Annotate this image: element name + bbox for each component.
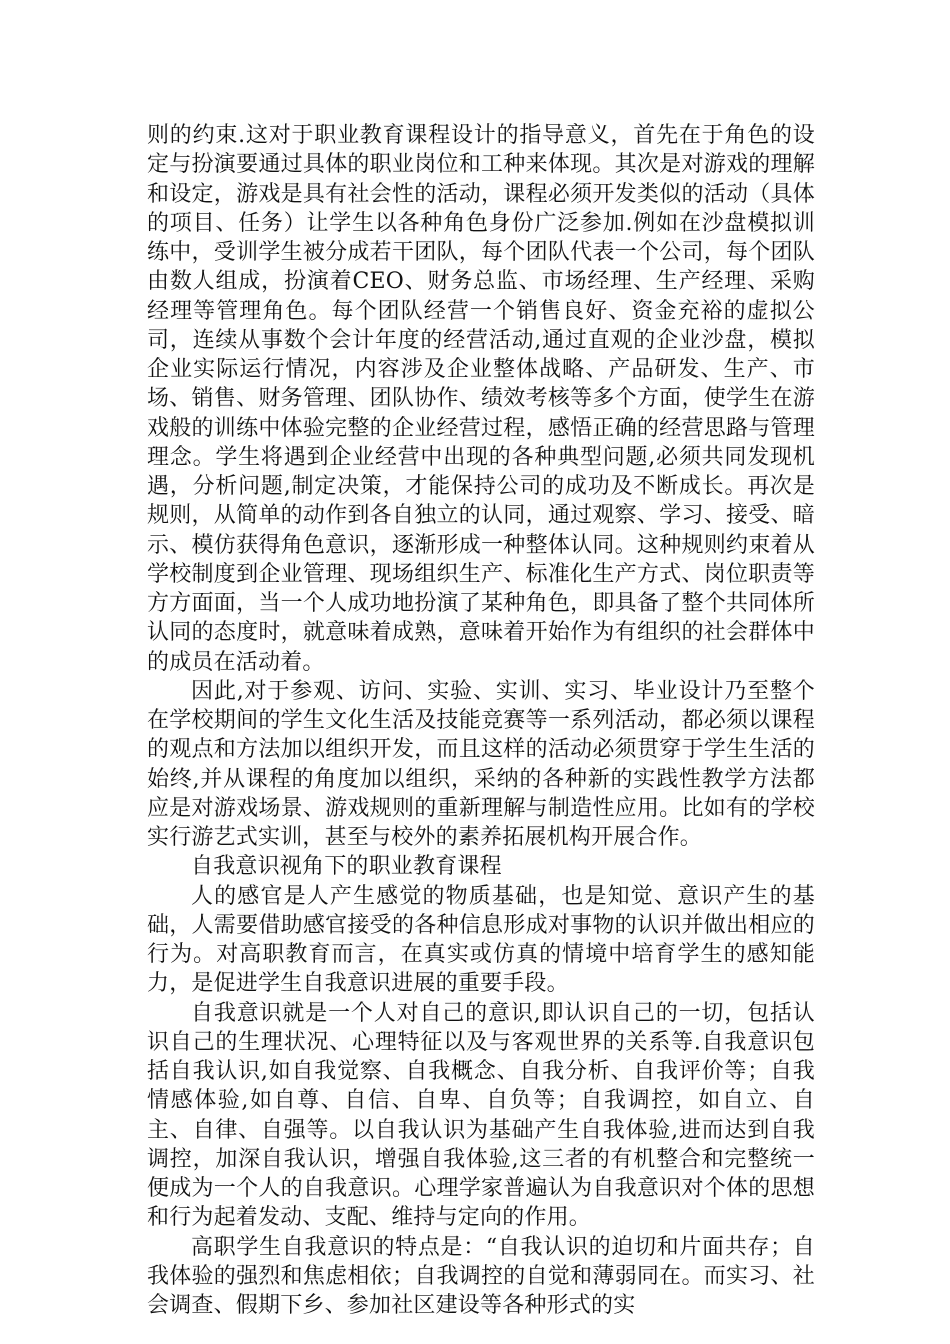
section-heading: 自我意识视角下的职业教育课程 (191, 854, 502, 880)
document-body (147, 121, 815, 1320)
paragraph-activities: 因此,对于参观、访问、实验、实训、实习、毕业设计乃至整个在学校期间的学生文化生活及技能竞赛等一系列活动，都必须以课程的观点和方法加以组织开发，而且这样的活动必须贯穿于学生生活的始终,并从课程的角度加以组织，采纳的各种新的实践性教学方法都应是对游戏场景、游戏规则的重新理解与制造性应用。比如有的学校实行游艺式实训，甚至与校外的素养拓展机构开展合作。 (147, 678, 815, 850)
paragraph-role-play: 则的约束.这对于职业教育课程设计的指导意义，首先在于角色的设定与扮演要通过具体的职业岗位和工种来体现。其次是对游戏的理解和设定，游戏是具有社会性的活动，课程必须开发类似的活动（具体的项目、任务）让学生以各种角色身份广泛参加.例如在沙盘模拟训练中，受训学生被分成若干团队，每个团队代表一个公司，每个团队由数人组成，扮演着CEO、财务总监、市场经理、生产经理、采购经理等管理角色。每个团队经营一个销售良好、资金充裕的虚拟公司，连续从事数个会计年度的经营活动,通过直观的企业沙盘，模拟企业实际运行情况，内容涉及企业整体战略、产品研发、生产、市场、销售、财务管理、团队协作、绩效考核等多个方面，使学生在游戏般的训练中体验完整的企业经营过程，感悟正确的经营思路与管理理念。学生将遇到企业经营中出现的各种典型问题,必须共同发现机遇，分析问题,制定决策，才能保持公司的成功及不断成长。再次是规则，从简单的动作到各自独立的认同，通过观察、学习、接受、暗示、模仿获得角色意识，逐渐形成一种整体认同。这种规则约束着从学校制度到企业管理、现场组织生产、标准化生产方式、岗位职责等方方面面，当一个人成功地扮演了某种角色，即具备了整个共同体所认同的态度时，就意味着成熟，意味着开始作为有组织的社会群体中的成员在活动着。 (147, 123, 815, 675)
paragraph-student-traits: 高职学生自我意识的特点是：“自我认识的迫切和片面共存；自我体验的强烈和焦虑相依；自我调控的自觉和薄弱同在。而实习、社会调查、假期下乡、参加社区建设等各种形式的实 (147, 1234, 815, 1318)
paragraph-self-awareness: 自我意识就是一个人对自己的意识,即认识自己的一切，包括认识自己的生理状况、心理特征以及与客观世界的关系等.自我意识包括自我认识,如自我觉察、自我概念、自我分析、自我评价等；自我情感体验,如自尊、自信、自卑、自负等；自我调控，如自立、自主、自律、自强等。以自我认识为基础产生自我体验,进而达到自我调控，加深自我认识，增强自我体验,这三者的有机整合和完整统一便成为一个人的自我意识。心理学家普遍认为自我意识对个体的思想和行为起着发动、支配、维持与定向的作用。 (147, 1000, 815, 1231)
paragraph-senses: 人的感官是人产生感觉的物质基础，也是知觉、意识产生的基础，人需要借助感官接受的各种信息形成对事物的认识并做出相应的行为。对高职教育而言，在真实或仿真的情境中培育学生的感知能力，是促进学生自我意识进展的重要手段。 (147, 883, 815, 997)
